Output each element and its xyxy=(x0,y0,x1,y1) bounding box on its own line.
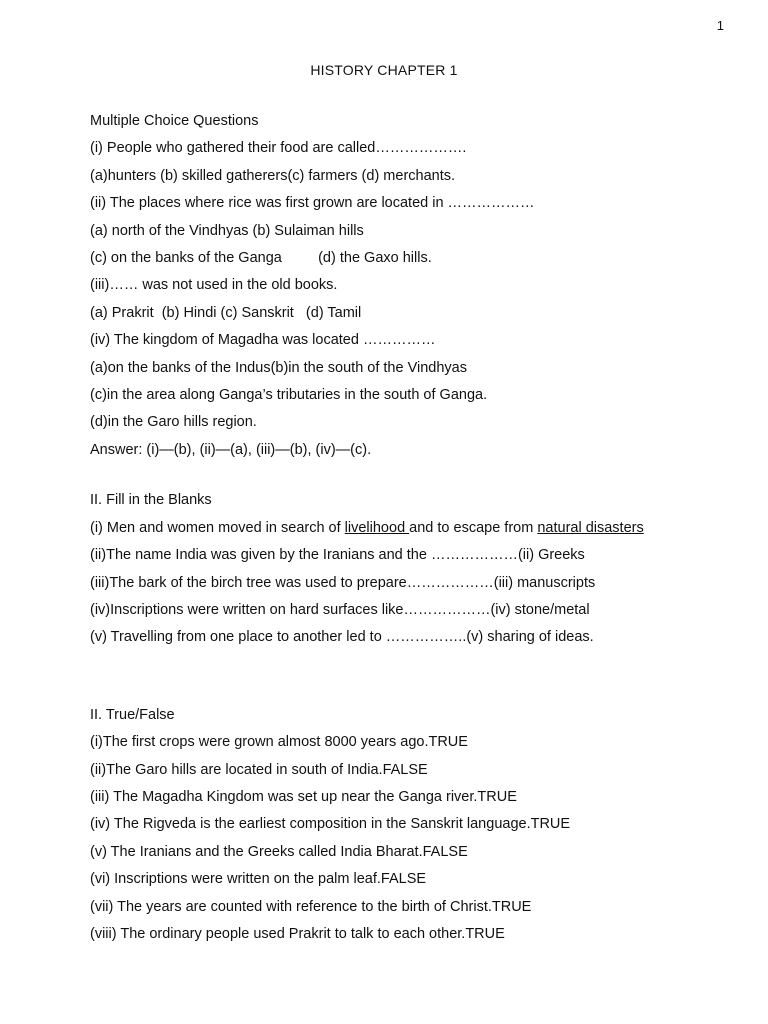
mcq-line: (a)on the banks of the Indus(b)in the south of the Vindhyas xyxy=(90,359,467,376)
fill-line: (v) Travelling from one place to another led to ……………..(v) sharing of ideas. xyxy=(90,629,594,646)
tf-line: (iii) The Magadha Kingdom was set up near the Ganga river.TRUE xyxy=(90,788,517,805)
tf-line: (v) The Iranians and the Greeks called India Bharat.FALSE xyxy=(90,843,468,860)
fill-heading: II. Fill in the Blanks xyxy=(90,492,212,509)
fill-section xyxy=(90,487,730,651)
tf-line: (iv) The Rigveda is the earliest composition in the Sanskrit language.TRUE xyxy=(90,816,571,833)
page-number: 1 xyxy=(716,18,724,33)
section-spacer xyxy=(90,464,730,487)
mcq-line: (d)in the Garo hills region. xyxy=(90,414,257,431)
tf-heading: II. True/False xyxy=(90,706,175,723)
underlined-answer: natural disasters xyxy=(537,519,644,536)
tf-line: (vii) The years are counted with reference to the birth of Christ.TRUE xyxy=(90,898,532,915)
mcq-heading: Multiple Choice Questions xyxy=(90,113,259,129)
underlined-answer: livelihood xyxy=(344,519,410,536)
section-spacer xyxy=(90,652,730,702)
fill-line: (iv)Inscriptions were written on hard surfaces like………………(iv) stone/metal xyxy=(90,601,590,618)
document-body xyxy=(90,108,730,948)
mcq-line: (a) north of the Vindhyas (b) Sulaiman hills xyxy=(90,222,364,239)
mcq-line: (c)in the area along Ganga’s tributaries in the south of Ganga. xyxy=(90,387,488,404)
fill-line-text: and to escape from xyxy=(409,519,538,536)
tf-section xyxy=(90,702,730,949)
mcq-line: (c) on the banks of the Ganga (d) the Gaxo hills. xyxy=(90,250,432,267)
document-title: HISTORY CHAPTER 1 xyxy=(310,62,458,78)
mcq-line: (iv) The kingdom of Magadha was located …………… xyxy=(90,332,436,349)
mcq-section xyxy=(90,108,730,464)
mcq-answer: Answer: (i)—(b), (ii)—(a), (iii)—(b), (iv)—(c). xyxy=(90,441,372,458)
mcq-line: (a) Prakrit (b) Hindi (c) Sanskrit (d) Tamil xyxy=(90,304,362,321)
mcq-line: (a)hunters (b) skilled gatherers(c) farmers (d) merchants. xyxy=(90,167,456,184)
mcq-line: (iii)…… was not used in the old books. xyxy=(90,277,338,294)
tf-line: (vi) Inscriptions were written on the palm leaf.FALSE xyxy=(90,871,427,888)
tf-line: (i)The first crops were grown almost 8000 years ago.TRUE xyxy=(90,734,468,751)
fill-line: (iii)The bark of the birch tree was used to prepare………………(iii) manuscripts xyxy=(90,574,596,591)
fill-line: (ii)The name India was given by the Iranians and the ………………(ii) Greeks xyxy=(90,547,585,564)
fill-line-text: (i) Men and women moved in search of xyxy=(90,519,345,536)
mcq-line: (ii) The places where rice was first grown are located in ……………… xyxy=(90,195,535,212)
tf-line: (viii) The ordinary people used Prakrit to talk to each other.TRUE xyxy=(90,925,505,942)
fill-line xyxy=(90,515,730,542)
tf-line: (ii)The Garo hills are located in south of India.FALSE xyxy=(90,761,428,778)
mcq-line: (i) People who gathered their food are called………………. xyxy=(90,140,467,157)
